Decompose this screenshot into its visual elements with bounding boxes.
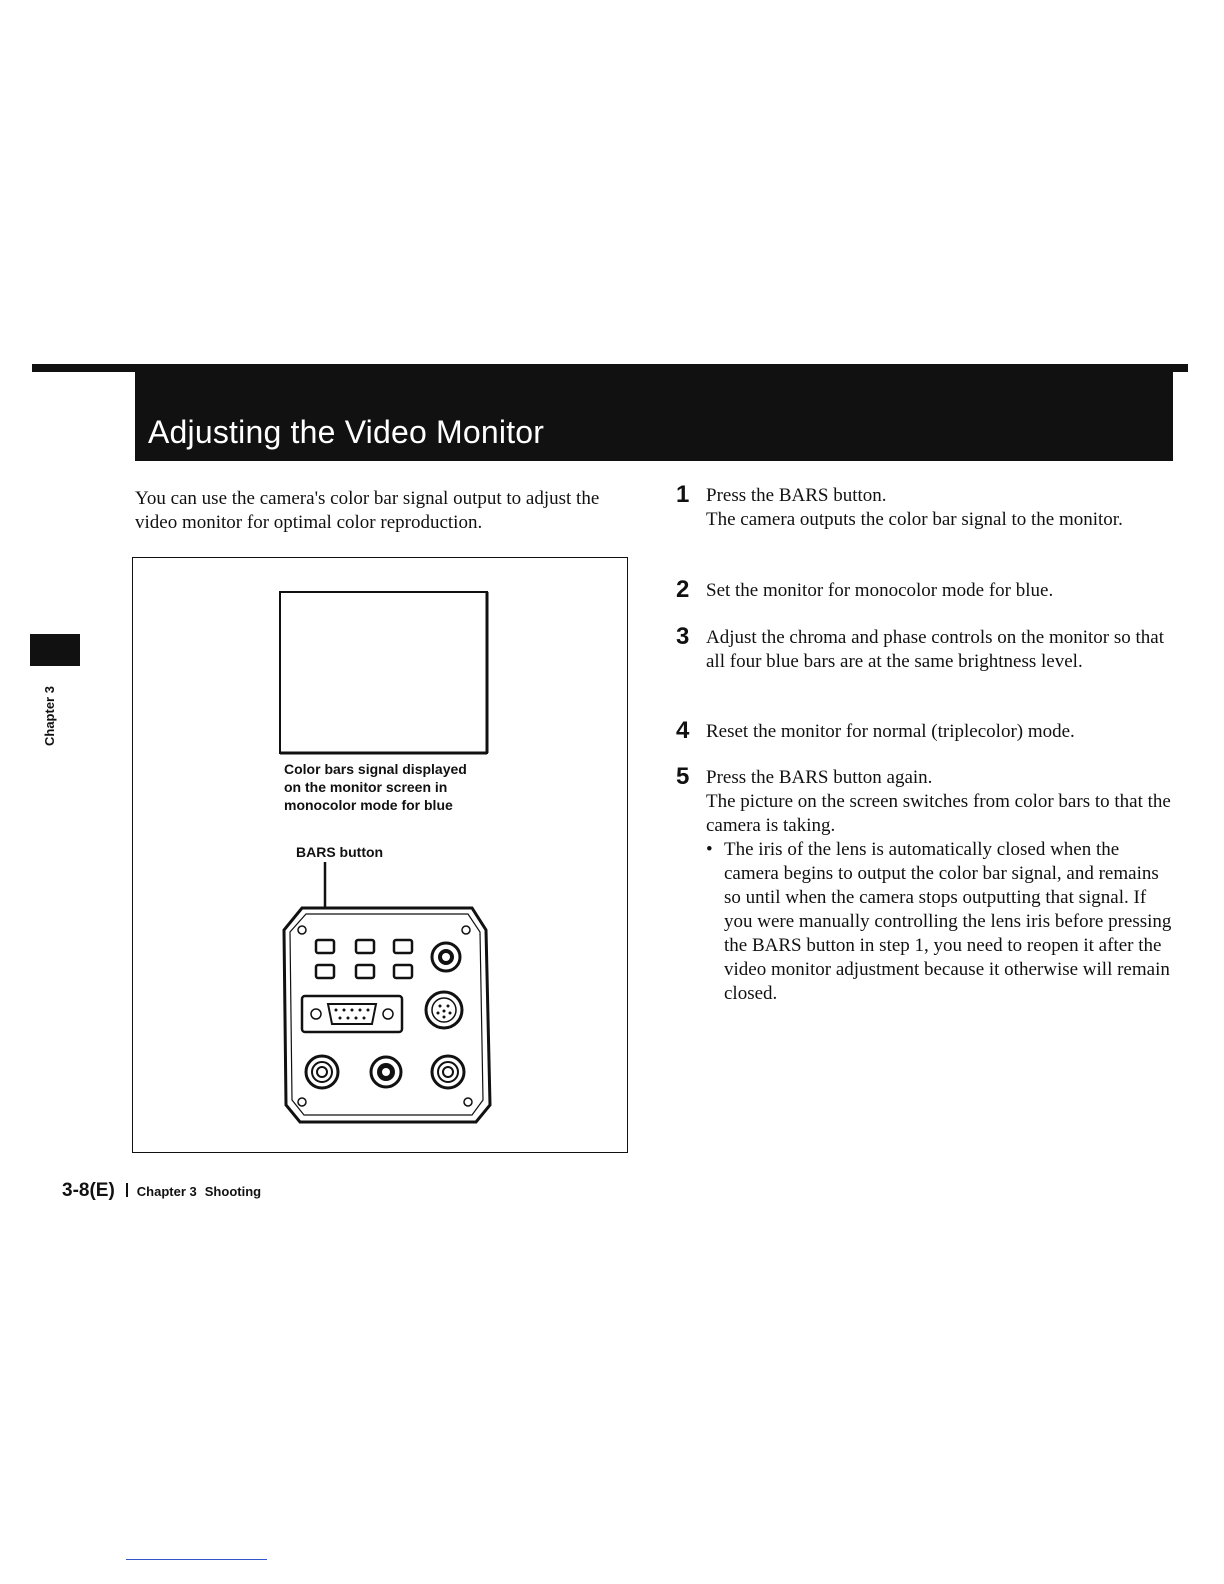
step-instruction: Press the BARS button. — [706, 485, 887, 506]
step-number: 3 — [676, 623, 690, 650]
monitor-screen-illustration — [278, 590, 490, 756]
monitor-caption-line: on the monitor screen in — [284, 779, 448, 795]
bottom-rule — [126, 1559, 267, 1560]
footer-separator — [126, 1183, 128, 1197]
step-instruction: Press the BARS button again. — [706, 767, 933, 788]
step-result: The picture on the screen switches from color bars to that the camera is taking. — [706, 791, 1171, 836]
page-footer — [62, 1180, 261, 1202]
bullet-dot: • — [706, 839, 713, 860]
page-title: Adjusting the Video Monitor — [148, 414, 545, 450]
note-bullet — [706, 838, 1176, 1006]
chapter-tab-label: Chapter 3 — [42, 686, 57, 746]
step-number: 4 — [676, 717, 690, 744]
step-number: 2 — [676, 576, 690, 603]
step-instruction: Reset the monitor for normal (triplecolor) mode. — [706, 721, 1075, 742]
monitor-caption-line: monocolor mode for blue — [284, 797, 453, 813]
bars-button-callout: BARS button — [296, 844, 384, 860]
step-instruction: Adjust the chroma and phase controls on the monitor so that all four blue bars are at the same brightness level. — [706, 627, 1165, 672]
step-text — [706, 766, 1176, 1006]
step-text — [706, 579, 1176, 603]
monitor-caption-line: Color bars signal displayed — [284, 761, 467, 777]
step-instruction: Set the monitor for monocolor mode for blue. — [706, 580, 1054, 601]
footer-chapter: Chapter 3 — [136, 1184, 197, 1199]
footer-section: Shooting — [204, 1184, 262, 1199]
step-number: 1 — [676, 481, 690, 508]
step-result: The camera outputs the color bar signal to the monitor. — [706, 509, 1123, 530]
chapter-tab-marker — [30, 634, 80, 666]
camera-rear-panel-illustration — [280, 860, 494, 1126]
note-text: The iris of the lens is automatically closed when the camera begins to output the color bar signal, and remains so until when the camera stops outputting that signal. If you were manually controlling the lens iris before pressing the BARS button in step 1, you need to reopen it after the video monitor adjustment because it otherwise will remain closed. — [724, 839, 1172, 1004]
step-text — [706, 626, 1176, 674]
step-number: 5 — [676, 763, 690, 790]
step-text — [706, 484, 1176, 532]
page-number: 3-8(E) — [62, 1180, 115, 1201]
step-text — [706, 720, 1176, 744]
intro-paragraph: You can use the camera's color bar signal output to adjust the video monitor for optimal color reproduction. — [135, 488, 600, 533]
monitor-caption — [284, 760, 467, 814]
